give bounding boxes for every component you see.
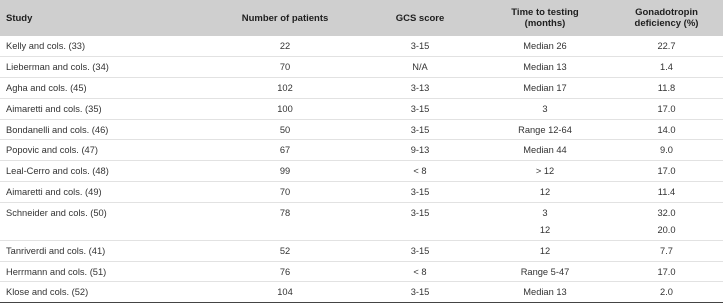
header-gon-line1: Gonadotropin <box>635 7 698 18</box>
header-gon-line2: deficiency (%) <box>634 18 699 29</box>
cell-gonadotropin-deficiency-value: 17.0 <box>657 103 676 114</box>
cell-gonadotropin-deficiency <box>610 119 723 140</box>
cell-number-of-patients: 70 <box>279 187 291 198</box>
cell-gonadotropin-deficiency-value: 7.7 <box>660 245 673 256</box>
cell-study: Agha and cols. (45) <box>6 83 87 94</box>
cell-time-to-testing <box>480 202 610 240</box>
table-row <box>0 182 723 203</box>
cell-gonadotropin-deficiency <box>610 161 723 182</box>
cell-study: Aimaretti and cols. (35) <box>6 103 102 114</box>
cell-time-to-testing <box>480 78 610 99</box>
cell-time-to-testing-value: 3 <box>542 207 548 218</box>
cell-time-to-testing <box>480 119 610 140</box>
cell-gonadotropin-deficiency <box>610 202 723 240</box>
cell-time-to-testing-value: > 12 <box>535 166 555 177</box>
table-row <box>0 78 723 99</box>
cell-time-to-testing <box>480 282 610 303</box>
cell-number-of-patients: 100 <box>277 103 293 114</box>
cell-time-to-testing <box>480 240 610 261</box>
header-gonadotropin-deficiency <box>610 0 723 36</box>
cell-gonadotropin-deficiency <box>610 261 723 282</box>
cell-number-of-patients: 50 <box>279 124 291 135</box>
cell-study: Klose and cols. (52) <box>6 287 89 298</box>
cell-gcs-score: 3-15 <box>410 207 430 218</box>
cell-time-to-testing-value: 12 <box>539 224 551 235</box>
table-row <box>0 98 723 119</box>
cell-gcs-score: 3-15 <box>410 187 430 198</box>
cell-number-of-patients: 99 <box>279 166 291 177</box>
cell-gonadotropin-deficiency-value: 20.0 <box>657 224 676 235</box>
cell-time-to-testing-value: Median 26 <box>523 41 567 51</box>
cell-gonadotropin-deficiency <box>610 98 723 119</box>
table-row <box>0 282 723 303</box>
cell-gonadotropin-deficiency-value: 17.0 <box>657 266 676 277</box>
cell-study: Schneider and cols. (50) <box>6 207 107 218</box>
cell-gonadotropin-deficiency-value: 14.0 <box>657 124 676 135</box>
cell-gonadotropin-deficiency-value: 17.0 <box>657 166 676 177</box>
cell-time-to-testing-value: 12 <box>539 245 551 256</box>
header-time-to-testing <box>480 0 610 36</box>
cell-gcs-score: 3-15 <box>410 41 430 51</box>
table-row <box>0 161 723 182</box>
cell-time-to-testing <box>480 261 610 282</box>
table-row <box>0 202 723 240</box>
cell-time-to-testing <box>480 57 610 78</box>
cell-study: Aimaretti and cols. (49) <box>6 187 102 198</box>
cell-study: Herrmann and cols. (51) <box>6 266 107 277</box>
cell-number-of-patients: 70 <box>279 62 291 73</box>
cell-number-of-patients: 22 <box>279 41 291 51</box>
cell-gonadotropin-deficiency <box>610 140 723 161</box>
header-time-line1: Time to testing <box>511 7 579 18</box>
table-row <box>0 240 723 261</box>
cell-time-to-testing-value: Range 5-47 <box>520 266 570 277</box>
cell-gcs-score: 3-15 <box>410 124 430 135</box>
cell-study: Lieberman and cols. (34) <box>6 62 109 73</box>
cell-study: Tanriverdi and cols. (41) <box>6 245 106 256</box>
cell-gcs-score: 3-13 <box>410 83 430 94</box>
cell-gcs-score: 3-15 <box>410 287 430 298</box>
cell-number-of-patients: 102 <box>277 83 293 94</box>
cell-study: Kelly and cols. (33) <box>6 41 86 51</box>
cell-gonadotropin-deficiency <box>610 36 723 57</box>
cell-gcs-score: 3-15 <box>410 245 430 256</box>
table-row <box>0 119 723 140</box>
cell-time-to-testing-value: 3 <box>542 103 548 114</box>
cell-time-to-testing-value: Range 12-64 <box>518 124 572 135</box>
cell-gonadotropin-deficiency <box>610 282 723 303</box>
cell-number-of-patients: 67 <box>279 145 291 156</box>
cell-time-to-testing <box>480 36 610 57</box>
cell-gonadotropin-deficiency-value: 9.0 <box>660 145 673 156</box>
cell-time-to-testing-value: Median 13 <box>523 62 567 73</box>
header-time-line2: (months) <box>524 18 566 29</box>
cell-time-to-testing-value: Median 17 <box>523 83 567 94</box>
cell-gcs-score: < 8 <box>413 266 427 277</box>
cell-gonadotropin-deficiency-value: 32.0 <box>657 207 676 218</box>
cell-gcs-score: 3-15 <box>410 103 430 114</box>
cell-gcs-score: < 8 <box>413 166 427 177</box>
cell-time-to-testing-value: Median 44 <box>523 145 567 156</box>
cell-gonadotropin-deficiency-value: 2.0 <box>660 287 673 298</box>
header-row <box>0 0 723 36</box>
cell-study: Leal-Cerro and cols. (48) <box>6 166 109 177</box>
header-study: Study <box>6 12 33 24</box>
cell-gonadotropin-deficiency-value: 22.7 <box>657 41 676 51</box>
cell-time-to-testing-value: 12 <box>539 187 551 198</box>
cell-number-of-patients: 76 <box>279 266 291 277</box>
cell-gcs-score: N/A <box>412 62 428 73</box>
table-row <box>0 140 723 161</box>
cell-time-to-testing <box>480 140 610 161</box>
cell-study: Popovic and cols. (47) <box>6 145 98 156</box>
cell-number-of-patients: 78 <box>279 207 291 218</box>
cell-time-to-testing <box>480 98 610 119</box>
cell-gonadotropin-deficiency <box>610 78 723 99</box>
table-header <box>0 0 723 36</box>
table-row <box>0 36 723 57</box>
cell-time-to-testing <box>480 182 610 203</box>
cell-study: Bondanelli and cols. (46) <box>6 124 109 135</box>
cell-gcs-score: 9-13 <box>410 145 430 156</box>
table-row <box>0 57 723 78</box>
cell-gonadotropin-deficiency-value: 11.4 <box>657 187 676 198</box>
cell-gonadotropin-deficiency-value: 11.8 <box>657 83 676 94</box>
header-gcs-score: GCS score <box>395 12 445 24</box>
cell-number-of-patients: 52 <box>279 245 291 256</box>
cell-gonadotropin-deficiency <box>610 182 723 203</box>
cell-gonadotropin-deficiency-value: 1.4 <box>660 62 673 73</box>
header-number-of-patients: Number of patients <box>241 12 329 24</box>
cell-gonadotropin-deficiency <box>610 57 723 78</box>
cell-number-of-patients: 104 <box>277 287 293 298</box>
cell-time-to-testing <box>480 161 610 182</box>
cell-gonadotropin-deficiency <box>610 240 723 261</box>
cell-time-to-testing-value: Median 13 <box>523 287 567 298</box>
table-body <box>0 36 723 303</box>
table-row <box>0 261 723 282</box>
